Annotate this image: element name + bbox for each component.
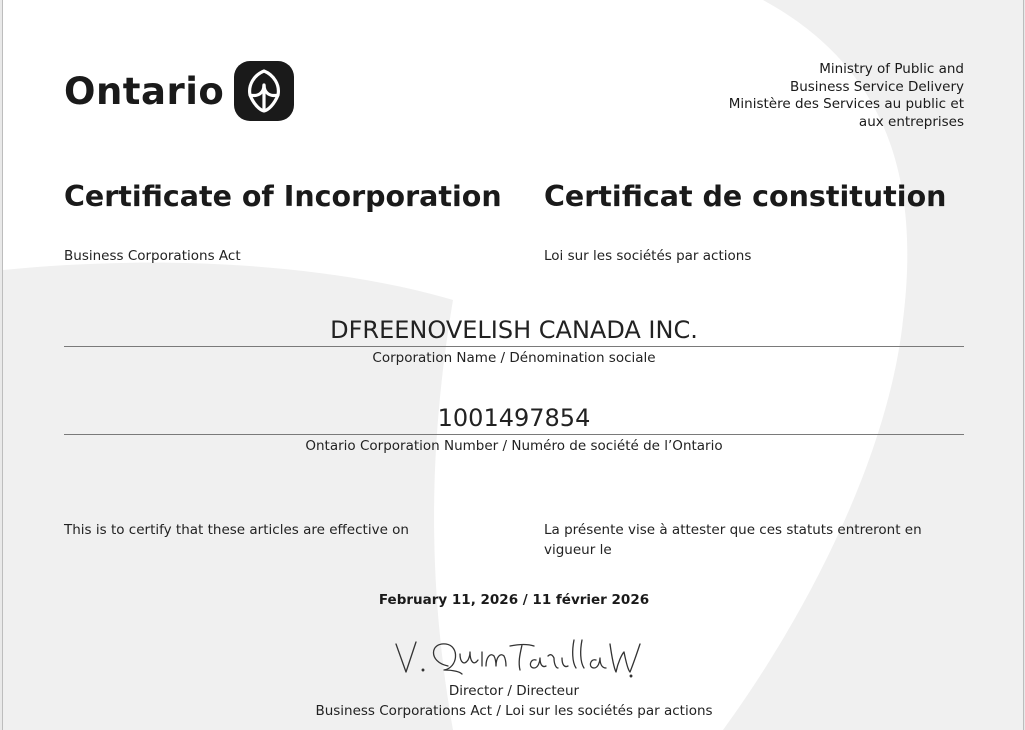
ministry-line: Business Service Delivery	[789, 78, 964, 95]
certify-english: This is to certify that these articles are effective on	[64, 522, 409, 538]
corporation-name-field	[64, 316, 964, 366]
signatory-act: Business Corporations Act / Loi sur les sociétés par actions	[315, 703, 713, 719]
director-signature	[388, 632, 648, 682]
title-english: Certificate of Incorporation	[64, 180, 502, 213]
certificate-page	[2, 0, 1024, 730]
ministry-block	[729, 61, 964, 132]
ministry-line: Ministry of Public and	[819, 61, 964, 77]
corporation-name-label: Corporation Name / Dénomination sociale	[372, 350, 656, 366]
signatory-block	[64, 681, 964, 721]
corporation-number-label: Ontario Corporation Number / Numéro de société de l’Ontario	[305, 438, 723, 454]
effective-date: February 11, 2026 / 11 février 2026	[378, 592, 650, 608]
ontario-logo	[64, 60, 294, 122]
act-french: Loi sur les sociétés par actions	[544, 248, 752, 264]
title-french: Certificat de constitution	[544, 180, 947, 213]
ministry-line: aux entreprises	[858, 114, 964, 131]
logo-wordmark: Ontario	[64, 69, 225, 113]
trillium-icon	[234, 61, 294, 121]
signatory-title: Director / Directeur	[448, 683, 580, 699]
corporation-number-field	[64, 404, 964, 454]
corporation-number: 1001497854	[64, 404, 964, 435]
ministry-line: Ministère des Services au public et	[728, 96, 964, 113]
act-english: Business Corporations Act	[64, 248, 241, 264]
certify-french: La présente vise à attester que ces statuts entreront en vigueur le	[544, 522, 922, 558]
corporation-name: DFREENOVELISH CANADA INC.	[64, 316, 964, 347]
